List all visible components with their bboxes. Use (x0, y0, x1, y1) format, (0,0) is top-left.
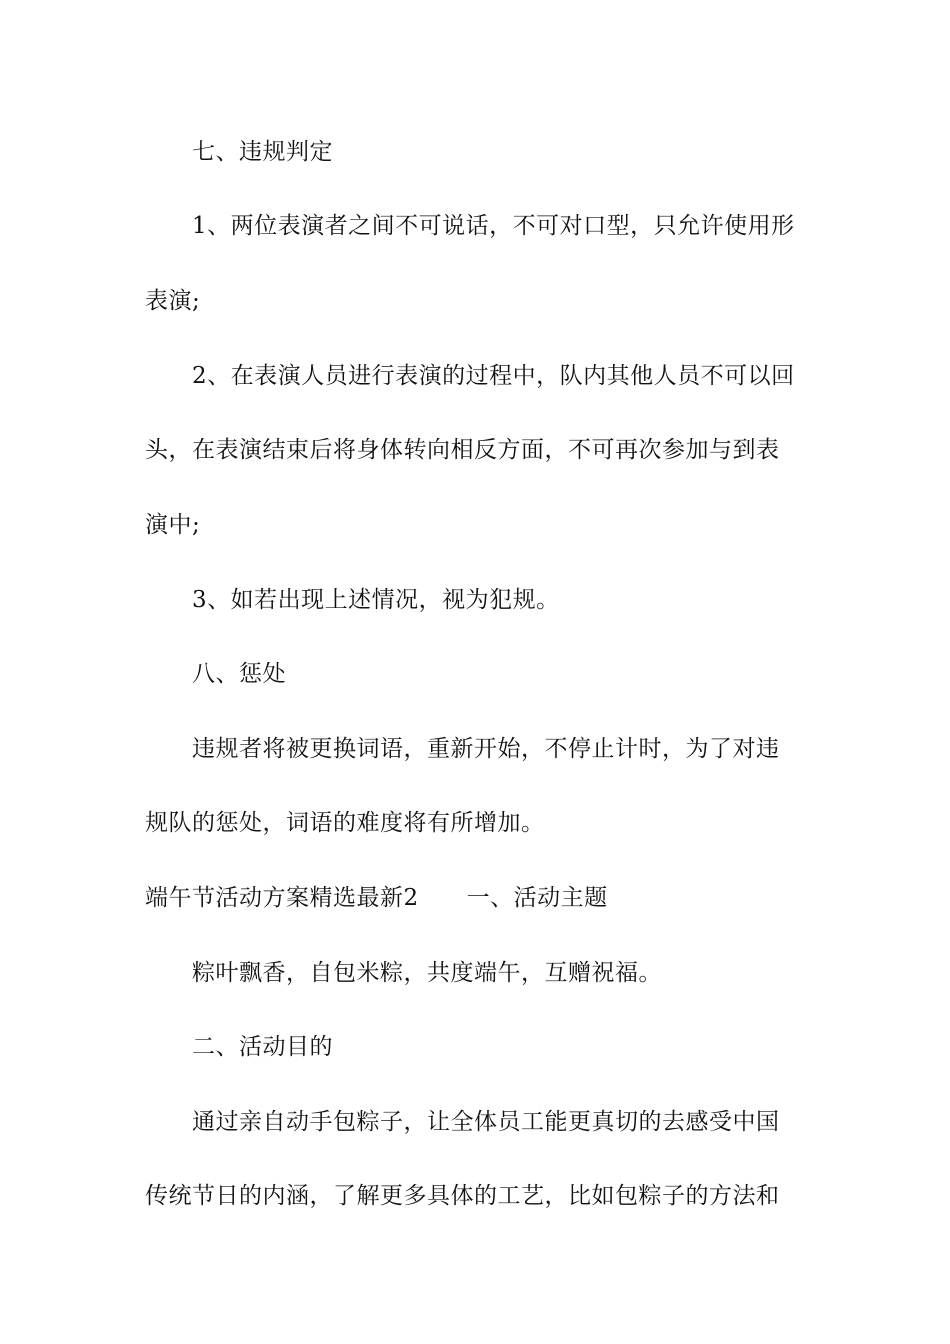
paragraph-line: 传统节日的内涵，了解更多具体的工艺，比如包粽子的方法和 (145, 1183, 780, 1209)
paragraph-line: 演中; (145, 512, 201, 538)
paragraph-line: 表演; (145, 288, 201, 314)
section-heading-punishment: 八、惩处 (192, 661, 286, 687)
section-heading-purpose: 二、活动目的 (192, 1034, 333, 1060)
paragraph-line: 规队的惩处，词语的难度将有所增加。 (145, 810, 545, 836)
paragraph-line: 1、两位表演者之间不可说话，不可对口型，只允许使用形 (192, 213, 795, 239)
article-title: 端午节活动方案精选最新2 (145, 885, 419, 911)
article-title-row (145, 883, 608, 913)
paragraph-line: 违规者将被更换词语，重新开始，不停止计时，为了对违 (192, 736, 780, 762)
paragraph-line: 头，在表演结束后将身体转向相反方面，不可再次参加与到表 (145, 437, 780, 463)
paragraph-line: 3、如若出现上述情况，视为犯规。 (192, 587, 560, 613)
paragraph-line: 粽叶飘香，自包米粽，共度端午，互赠祝福。 (192, 960, 662, 986)
paragraph-line: 通过亲自动手包粽子，让全体员工能更真切的去感受中国 (192, 1109, 780, 1135)
section-heading-violation: 七、违规判定 (192, 139, 333, 165)
paragraph-line: 2、在表演人员进行表演的过程中，队内其他人员不可以回 (192, 363, 795, 389)
section-heading-theme: 一、活动主题 (466, 885, 608, 911)
